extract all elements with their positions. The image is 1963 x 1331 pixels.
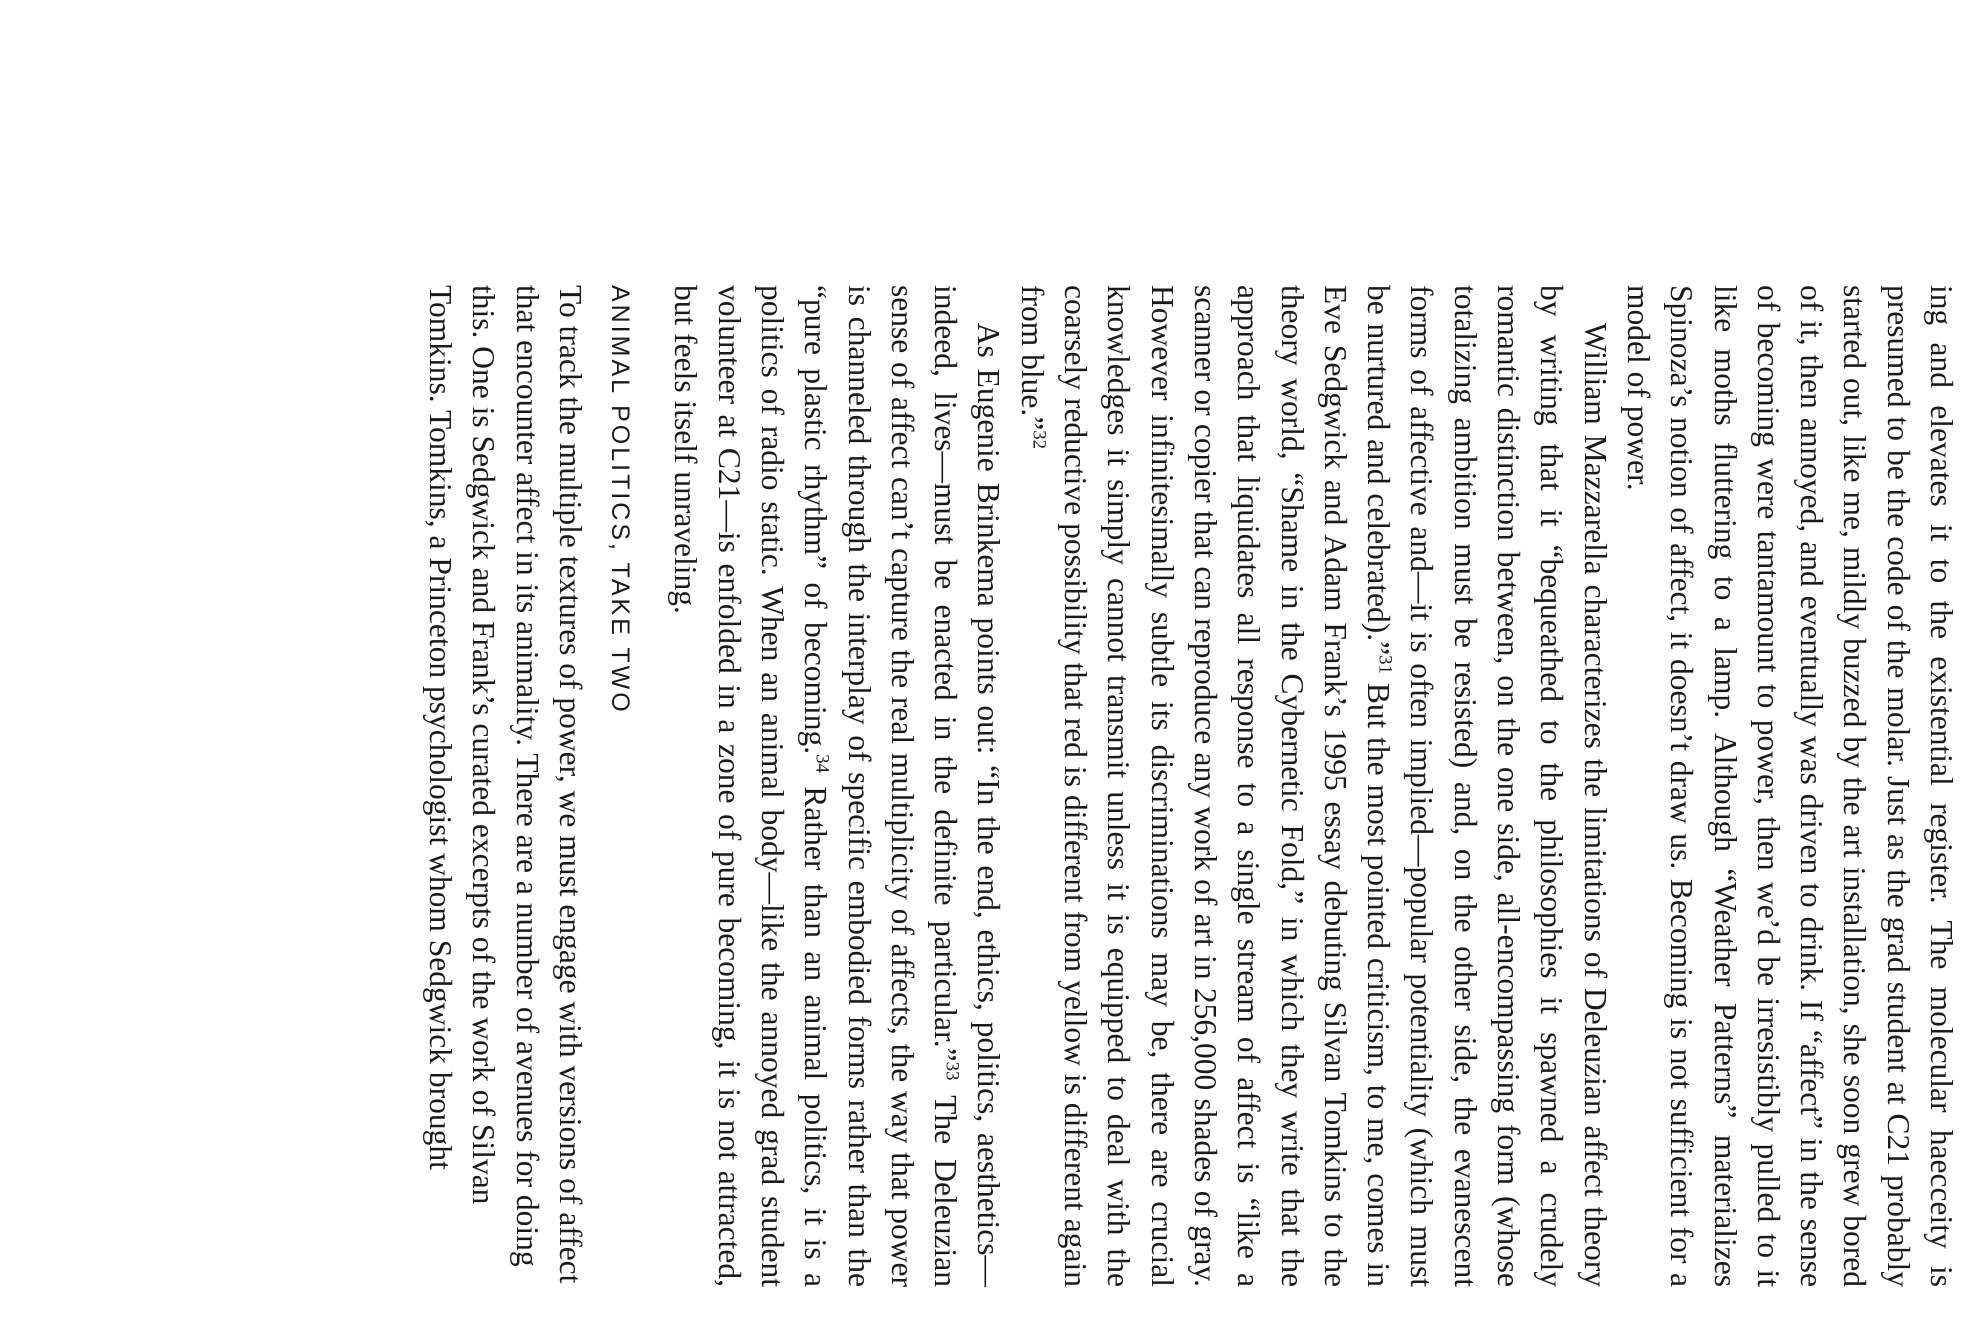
paragraph-text: ing and elevates it to the existential register. The molecular haecceity is presumed to be the code of the molar. Just as the grad student at C21 probably started out, like me, mildly buzzed by the art installation, she soon grew bored of it, then annoyed, and eventually was driven to drink. If “affect” in the sense of becoming were tantamount to power, then we’d be irresistibly pulled to it like moths fluttering to a lamp. Although “Weather Patterns” materializes Spinoza’s notion of affect, it doesn’t draw us. Becoming is not sufficient for a model of power. (1620, 285, 1959, 1287)
section-heading: ANIMAL POLITICS, TAKE TWO (606, 285, 635, 715)
paragraph-text-part: William Mazzarella characterizes the limitations of Deleuzian affect theory by writing that it “bequeathed to the philosophies it spawned a crudely romantic distinction between, on the one side, all-encompassing form (whose totalizing ambition must be resisted) and, on the other side, the evanescent forms of affective and—it is often implied—popular potentiality (which must be nurtured and celebrated).” (1361, 285, 1613, 1287)
paragraph-text-part: The Deleuzian sense of affect can’t capture the real multiplicity of affects, the way that power is channeled through the interplay of specific embodied forms rather than the “pure plastic rhythm” of becoming. (798, 285, 964, 1287)
paragraph-text-part: But the most pointed criticism, to me, comes in Eve Sedgwick and Adam Frank’s 1995 essay debuting Silvan Tomkins to the theory world, “Shame in the Cybernetic Fold,” in which they write that the approach that liquidates all response to a single stream of affect is “like a scanner or copier that can reproduce any work of art in 256,000 shades of gray. However infinitesimally subtle its discriminations may be, there are crucial knowledges it simply cannot transmit unless it is equipped to deal with the coarsely reductive possibility that red is different from yellow is different again from blue.” (1014, 285, 1397, 1288)
paragraph-animal-politics (419, 285, 592, 1287)
paragraph-continued (1617, 285, 1963, 1287)
paragraph-mazzarella (1010, 285, 1616, 1287)
footnote-ref-34: 34 (811, 754, 833, 773)
text-column (419, 285, 1963, 1287)
paragraph-text-part: Rather than an animal politics, it is a politics of radio static. When an animal body—like the annoyed grad student volunteer at C21—is enfolded in a zone of pure becoming, it is not attracted, but feels itself unraveling. (668, 285, 834, 1288)
paragraph-text: To track the multiple textures of power, we must engage with versions of affect that encounter affect in its animality. There are a number of avenues for doing this. One is Sedgwick and Frank’s curated excerpts of the work of Silvan Tomkins. Tomkins, a Princeton psychologist whom Sedgwick brought (423, 285, 589, 1284)
paragraph-text-part: As Eugenie Brinkema points out: “In the end, ethics, politics, aesthetics—indeed, lives—must be enacted in the definite particular.” (928, 285, 1007, 1287)
footnote-ref-32: 32 (1028, 430, 1050, 450)
footnote-ref-33: 33 (941, 1061, 963, 1081)
footnote-ref-31: 31 (1374, 655, 1396, 675)
paragraph-brinkema (664, 285, 1010, 1287)
